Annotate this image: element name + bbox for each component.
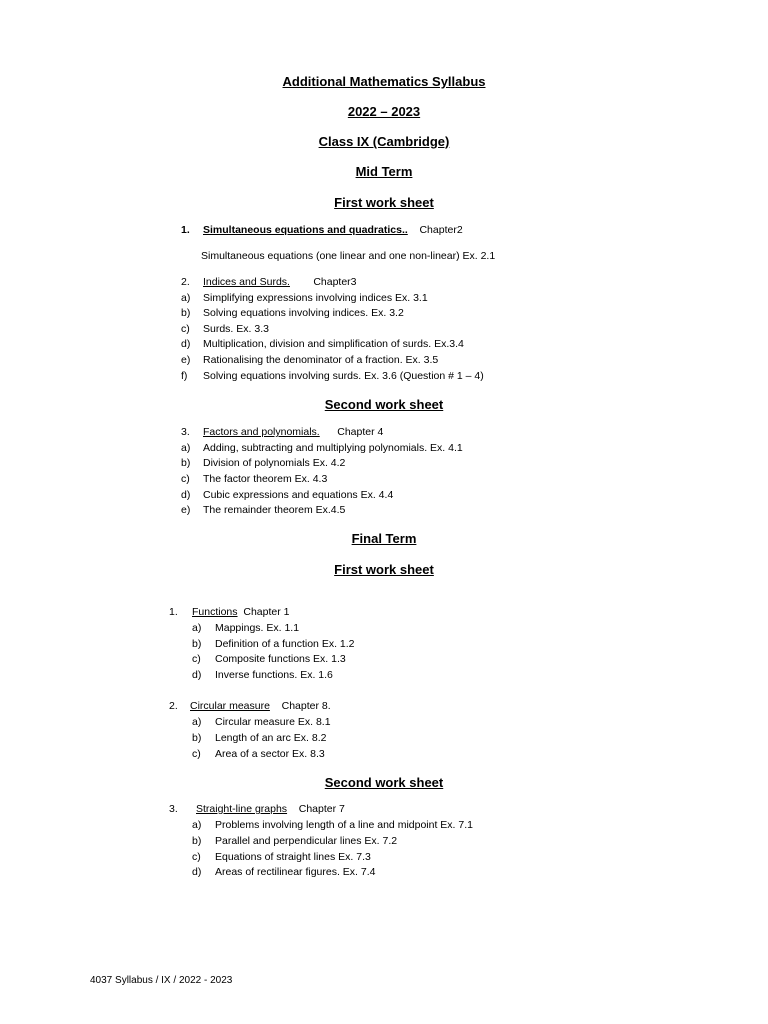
page-footer: 4037 Syllabus / IX / 2022 - 2023 xyxy=(90,975,233,986)
mid-topic3-item-e: The remainder theorem Ex.4.5 xyxy=(203,504,346,516)
mid-topic3-item-c: The factor theorem Ex. 4.3 xyxy=(203,473,328,485)
final-topic1 xyxy=(192,605,290,619)
final-term-first-sheet-heading: First work sheet xyxy=(334,562,434,577)
final-topic3-item-a-letter: a) xyxy=(192,819,202,831)
final-topic2-item-c: Area of a sector Ex. 8.3 xyxy=(215,748,325,760)
mid-topic3-chapter: Chapter 4 xyxy=(337,426,384,438)
final-topic2 xyxy=(190,699,331,713)
mid-topic2-item-f: Solving equations involving surds. Ex. 3.6 (Question # 1 – 4) xyxy=(203,370,484,382)
final-topic3-number: 3. xyxy=(169,803,178,815)
mid-topic3-item-d-letter: d) xyxy=(181,489,191,501)
final-topic3-item-d: Areas of rectilinear figures. Ex. 7.4 xyxy=(215,866,376,878)
final-topic3-item-a: Problems involving length of a line and midpoint Ex. 7.1 xyxy=(215,819,473,831)
final-topic3-item-b: Parallel and perpendicular lines Ex. 7.2 xyxy=(215,835,398,847)
final-topic1-item-a-letter: a) xyxy=(192,622,202,634)
final-term-second-sheet-heading: Second work sheet xyxy=(324,775,444,790)
mid-topic2-item-f-letter: f) xyxy=(181,370,188,382)
final-topic2-number: 2. xyxy=(169,700,178,712)
mid-topic2-item-c: Surds. Ex. 3.3 xyxy=(203,323,269,335)
mid-topic1 xyxy=(203,223,463,237)
mid-topic2-item-d: Multiplication, division and simplification of surds. Ex.3.4 xyxy=(203,338,464,350)
mid-topic1-chapter: Chapter2 xyxy=(419,224,463,236)
final-topic1-item-d-letter: d) xyxy=(192,669,202,681)
mid-topic3-item-b-letter: b) xyxy=(181,457,191,469)
final-topic2-title: Circular measure xyxy=(190,700,270,712)
class-name: Class IX (Cambridge) xyxy=(318,134,450,149)
mid-topic2-item-b: Solving equations involving indices. Ex. 3.2 xyxy=(203,307,404,319)
final-topic3 xyxy=(196,802,345,816)
mid-topic3-number: 3. xyxy=(181,426,190,438)
final-topic1-number: 1. xyxy=(169,606,178,618)
final-topic2-item-b: Length of an arc Ex. 8.2 xyxy=(215,732,327,744)
mid-topic2 xyxy=(203,275,357,289)
mid-topic3-title: Factors and polynomials. xyxy=(203,426,320,438)
mid-term-heading: Mid Term xyxy=(355,164,413,179)
final-topic2-item-a: Circular measure Ex. 8.1 xyxy=(215,716,331,728)
mid-topic3-item-c-letter: c) xyxy=(181,473,190,485)
final-topic2-chapter: Chapter 8. xyxy=(281,700,331,712)
final-topic1-chapter: Chapter 1 xyxy=(243,606,290,618)
mid-topic2-item-b-letter: b) xyxy=(181,307,191,319)
mid-topic2-title: Indices and Surds. xyxy=(203,276,290,288)
mid-topic3-item-d: Cubic expressions and equations Ex. 4.4 xyxy=(203,489,394,501)
final-topic3-item-c-letter: c) xyxy=(192,851,201,863)
final-term-heading: Final Term xyxy=(351,531,417,546)
final-topic3-title: Straight-line graphs xyxy=(196,803,288,815)
final-topic3-item-c: Equations of straight lines Ex. 7.3 xyxy=(215,851,371,863)
final-topic1-title: Functions xyxy=(192,606,238,618)
final-topic3-chapter: Chapter 7 xyxy=(298,803,345,815)
mid-topic2-item-e: Rationalising the denominator of a fraction. Ex. 3.5 xyxy=(203,354,439,366)
mid-topic1-number: 1. xyxy=(181,224,190,236)
final-topic2-item-a-letter: a) xyxy=(192,716,202,728)
mid-topic2-number: 2. xyxy=(181,276,190,288)
final-topic1-item-b: Definition of a function Ex. 1.2 xyxy=(215,638,355,650)
mid-topic2-item-d-letter: d) xyxy=(181,338,191,350)
final-topic1-item-c: Composite functions Ex. 1.3 xyxy=(215,653,346,665)
final-topic1-item-d: Inverse functions. Ex. 1.6 xyxy=(215,669,333,681)
final-topic2-item-b-letter: b) xyxy=(192,732,202,744)
mid-topic2-item-a: Simplifying expressions involving indices Ex. 3.1 xyxy=(203,292,428,304)
mid-topic2-item-e-letter: e) xyxy=(181,354,191,366)
mid-topic3-item-e-letter: e) xyxy=(181,504,191,516)
document-title: Additional Mathematics Syllabus xyxy=(282,74,486,89)
final-topic1-item-b-letter: b) xyxy=(192,638,202,650)
mid-topic2-item-a-letter: a) xyxy=(181,292,191,304)
final-topic1-item-c-letter: c) xyxy=(192,653,201,665)
academic-year: 2022 – 2023 xyxy=(347,104,421,119)
mid-topic3-item-a-letter: a) xyxy=(181,442,191,454)
mid-topic2-chapter: Chapter3 xyxy=(313,276,357,288)
mid-topic3 xyxy=(203,425,383,439)
mid-topic3-item-b: Division of polynomials Ex. 4.2 xyxy=(203,457,346,469)
mid-topic1-description: Simultaneous equations (one linear and one non-linear) Ex. 2.1 xyxy=(201,250,496,262)
final-topic3-item-d-letter: d) xyxy=(192,866,202,878)
mid-topic1-title: Simultaneous equations and quadratics.. xyxy=(203,224,408,236)
mid-term-second-sheet-heading: Second work sheet xyxy=(324,397,444,412)
final-topic1-item-a: Mappings. Ex. 1.1 xyxy=(215,622,300,634)
mid-topic2-item-c-letter: c) xyxy=(181,323,190,335)
final-topic2-item-c-letter: c) xyxy=(192,748,201,760)
mid-term-first-sheet-heading: First work sheet xyxy=(334,195,434,210)
mid-topic3-item-a: Adding, subtracting and multiplying polynomials. Ex. 4.1 xyxy=(203,442,463,454)
final-topic3-item-b-letter: b) xyxy=(192,835,202,847)
